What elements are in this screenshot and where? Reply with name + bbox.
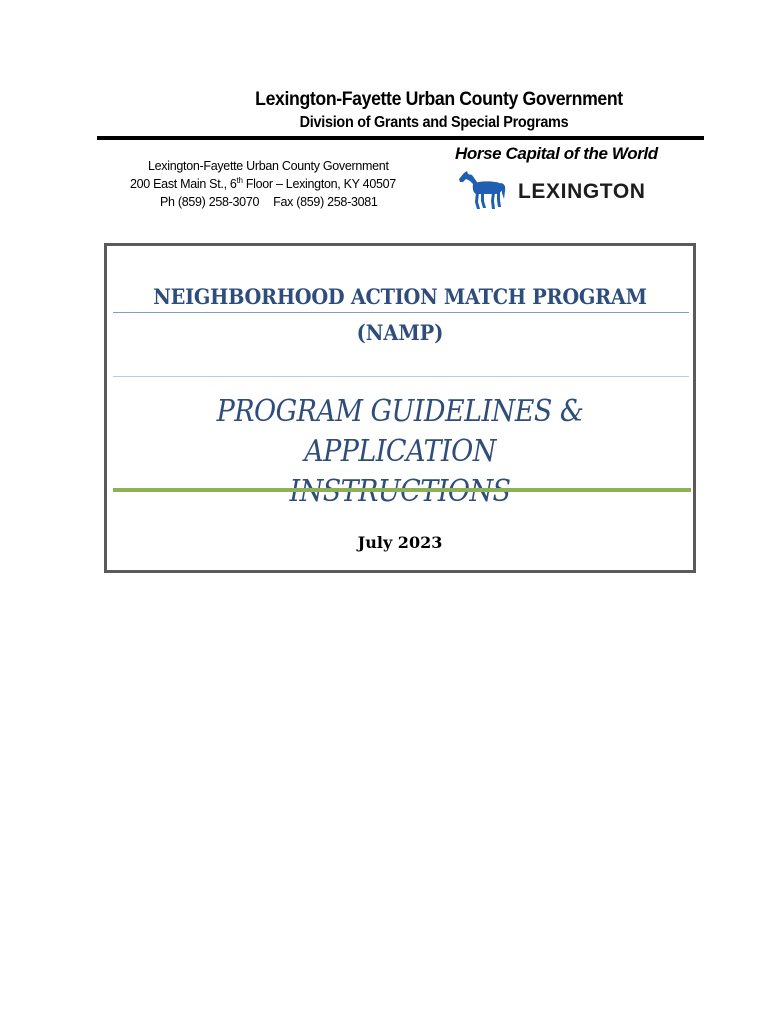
fax-number: Fax (859) 258-3081 bbox=[273, 195, 378, 209]
address-line-3 bbox=[110, 193, 410, 211]
publication-date: July 2023 bbox=[357, 533, 443, 552]
lexington-wordmark: LEXINGTON bbox=[518, 180, 646, 203]
city-tagline: Horse Capital of the World bbox=[455, 144, 658, 163]
title-box bbox=[104, 243, 696, 573]
acronym-divider bbox=[113, 376, 689, 377]
address-ordinal-suffix: th bbox=[236, 176, 243, 185]
subtitle-line-1: PROGRAM GUIDELINES & APPLICATION bbox=[216, 394, 584, 469]
subtitle-line-2 bbox=[136, 472, 663, 512]
division-title: Division of Grants and Special Programs bbox=[299, 114, 569, 131]
document-subtitle bbox=[136, 392, 663, 512]
address-line-1: Lexington-Fayette Urban County Government bbox=[148, 159, 389, 173]
government-title: Lexington-Fayette Urban County Government bbox=[255, 89, 623, 110]
header-divider bbox=[97, 136, 704, 140]
address-line-2 bbox=[110, 175, 410, 193]
address-city: Floor – Lexington, KY 40507 bbox=[242, 177, 396, 191]
address-block bbox=[110, 157, 410, 211]
title-divider bbox=[113, 312, 689, 313]
program-title: NEIGHBORHOOD ACTION MATCH PROGRAM bbox=[153, 284, 647, 309]
horse-icon bbox=[455, 169, 507, 211]
phone-number: Ph (859) 258-3070 bbox=[160, 195, 260, 209]
subtitle-divider bbox=[113, 488, 691, 492]
address-street: 200 East Main St., 6 bbox=[130, 177, 237, 191]
program-acronym: (NAMP) bbox=[356, 320, 444, 345]
